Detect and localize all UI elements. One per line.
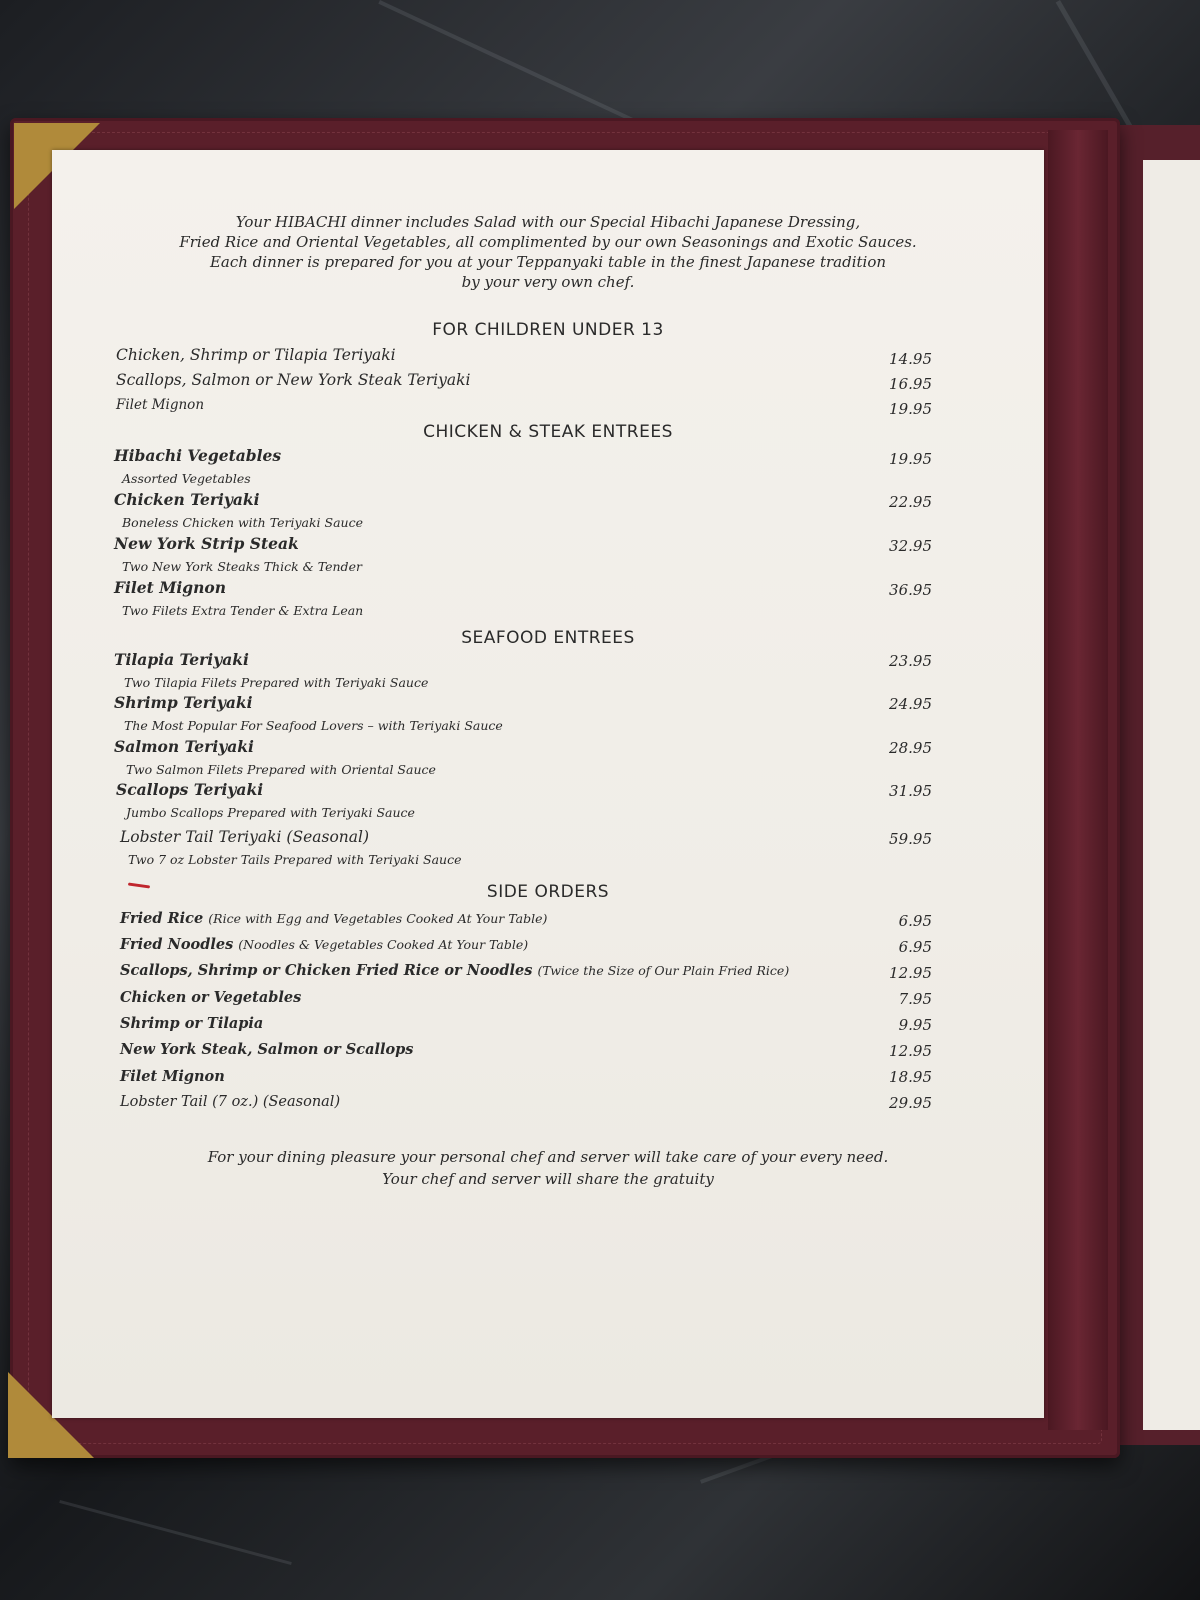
menu-item-price: 31.95 xyxy=(889,782,932,800)
menu-item-price: 16.95 xyxy=(889,375,932,393)
menu-item-price: 59.95 xyxy=(889,830,932,848)
menu-item-price: 12.95 xyxy=(889,1042,932,1060)
menu-item-price: 24.95 xyxy=(889,695,932,713)
side-item-name: Fried Noodles xyxy=(120,936,234,953)
footer-note xyxy=(52,1146,1044,1190)
footer-line: Your chef and server will share the gratuity xyxy=(382,1170,714,1188)
section-title-sides: SIDE ORDERS xyxy=(486,882,610,902)
menu-item-name xyxy=(120,910,547,927)
marble-vein xyxy=(59,1500,292,1565)
side-item-name: Scallops, Shrimp or Chicken Fried Rice or Noodles xyxy=(120,962,533,979)
menu-item-price: 6.95 xyxy=(898,912,932,930)
menu-item-price: 32.95 xyxy=(889,537,932,555)
menu-item-name: Salmon Teriyaki xyxy=(114,737,254,756)
intro-line: Each dinner is prepared for you at your Teppanyaki table in the finest Japanese tradition xyxy=(209,253,887,271)
menu-item-name: Filet Mignon xyxy=(116,397,205,413)
menu-item-description: Two New York Steaks Thick & Tender xyxy=(122,559,362,574)
menu-item-name: Scallops Teriyaki xyxy=(116,780,264,799)
menu-item-name: Tilapia Teriyaki xyxy=(114,650,249,669)
menu-item-name: Filet Mignon xyxy=(114,578,226,597)
menu-item-description: The Most Popular For Seafood Lovers – with Teriyaki Sauce xyxy=(124,718,503,733)
side-item-name: Fried Rice xyxy=(120,910,204,927)
menu-item-name: Hibachi Vegetables xyxy=(114,446,282,465)
menu-item-description: Assorted Vegetables xyxy=(122,471,251,486)
menu-item-name: Shrimp or Tilapia xyxy=(120,1015,264,1032)
menu-item-description: Boneless Chicken with Teriyaki Sauce xyxy=(122,515,363,530)
footer-line: For your dining pleasure your personal chef and server will take care of your every need. xyxy=(207,1148,889,1166)
menu-item-description: Two Salmon Filets Prepared with Oriental Sauce xyxy=(126,762,436,777)
menu-item-price: 9.95 xyxy=(898,1016,932,1034)
menu-item-name: New York Strip Steak xyxy=(114,534,299,553)
menu-item-price: 29.95 xyxy=(889,1094,932,1112)
menu-item-price: 36.95 xyxy=(889,581,932,599)
menu-item-description: Jumbo Scallops Prepared with Teriyaki Sauce xyxy=(126,805,415,820)
intro-text xyxy=(52,212,1044,292)
side-item-note: (Noodles & Vegetables Cooked At Your Table) xyxy=(238,937,529,952)
intro-line: Fried Rice and Oriental Vegetables, all complimented by our own Seasonings and Exotic Sauces. xyxy=(179,233,917,251)
menu-item-name: Filet Mignon xyxy=(120,1068,225,1085)
menu-item-price: 22.95 xyxy=(889,493,932,511)
menu-item-price: 6.95 xyxy=(898,938,932,956)
section-title-children: FOR CHILDREN UNDER 13 xyxy=(432,320,664,340)
menu-spine xyxy=(1048,130,1108,1430)
menu-item-name: Chicken, Shrimp or Tilapia Teriyaki xyxy=(116,346,396,364)
menu-item-name: Scallops, Salmon or New York Steak Teriyaki xyxy=(116,371,471,389)
side-item-note: (Rice with Egg and Vegetables Cooked At Your Table) xyxy=(208,911,548,926)
menu-item-name: Lobster Tail (7 oz.) (Seasonal) xyxy=(120,1094,341,1110)
section-title-chicken-steak: CHICKEN & STEAK ENTREES xyxy=(423,422,673,442)
menu-item-name xyxy=(120,936,528,953)
menu-item-name: Chicken or Vegetables xyxy=(120,989,302,1006)
menu-item-price: 19.95 xyxy=(889,450,932,468)
menu-item-price: 19.95 xyxy=(889,400,932,418)
menu-item-name: New York Steak, Salmon or Scallops xyxy=(120,1041,414,1058)
menu-item-name: Lobster Tail Teriyaki (Seasonal) xyxy=(120,828,369,846)
menu-page xyxy=(52,150,1044,1418)
next-menu-page xyxy=(1143,160,1200,1430)
menu-item-name: Chicken Teriyaki xyxy=(114,490,260,509)
menu-item-price: 7.95 xyxy=(898,990,932,1008)
intro-line: by your very own chef. xyxy=(461,273,635,291)
menu-item-name: Shrimp Teriyaki xyxy=(114,693,253,712)
intro-line: Your HIBACHI dinner includes Salad with our Special Hibachi Japanese Dressing, xyxy=(235,213,861,231)
menu-item-description: Two 7 oz Lobster Tails Prepared with Teriyaki Sauce xyxy=(128,852,462,867)
menu-item-price: 28.95 xyxy=(889,739,932,757)
marble-vein xyxy=(378,0,652,130)
menu-item-price: 18.95 xyxy=(889,1068,932,1086)
menu-item-price: 23.95 xyxy=(889,652,932,670)
section-title-seafood: SEAFOOD ENTREES xyxy=(461,628,635,648)
menu-item-description: Two Tilapia Filets Prepared with Teriyaki Sauce xyxy=(124,675,429,690)
menu-item-name xyxy=(120,962,789,979)
menu-item-price: 12.95 xyxy=(889,964,932,982)
menu-item-price: 14.95 xyxy=(889,350,932,368)
side-item-note: (Twice the Size of Our Plain Fried Rice) xyxy=(537,963,790,978)
menu-item-description: Two Filets Extra Tender & Extra Lean xyxy=(122,603,364,618)
